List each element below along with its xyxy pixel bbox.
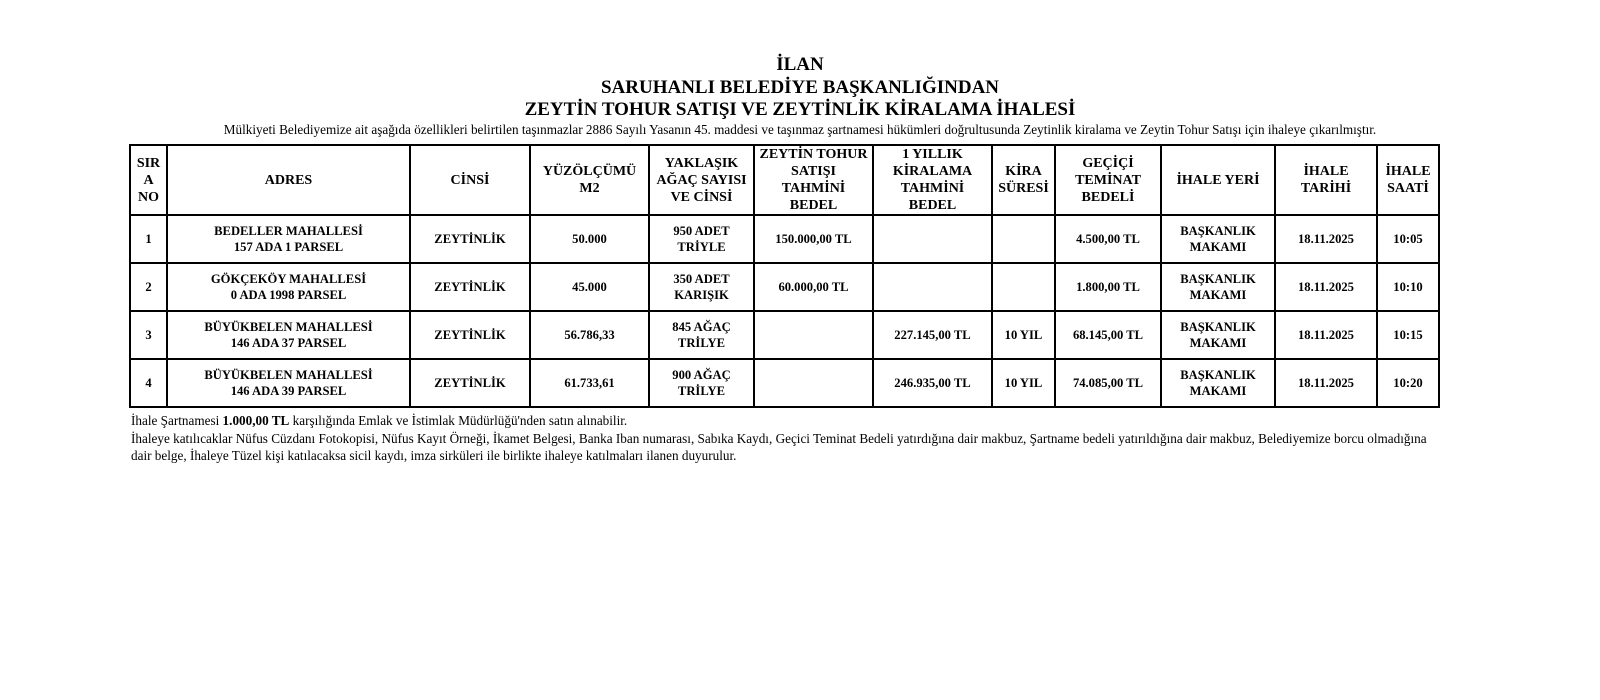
cell-cinsi: ZEYTİNLİK [410,359,530,407]
cell-gecici-teminat: 4.500,00 TL [1055,215,1161,263]
header-label: YÜZÖLÇÜMÜ [542,164,637,179]
cell-ihale-saati: 10:05 [1377,215,1439,263]
header-col-ihale-saati [1377,145,1439,215]
cell-ihale-yeri [1161,311,1275,359]
header-label: AĞAÇ SAYISI [656,172,747,188]
header-label: SÜRESİ [998,181,1049,196]
header-col-kira-suresi [992,145,1055,215]
header-label: TEMİNAT [1075,172,1141,188]
cell-gecici-teminat: 74.085,00 TL [1055,359,1161,407]
cell-agac-sayisi [649,215,754,263]
cell-tohur-satis-bedel: 150.000,00 TL [754,215,873,263]
notice-issuer: SARUHANLI BELEDİYE BAŞKANLIĞINDAN [600,77,1000,98]
cell-gecici-teminat: 1.800,00 TL [1055,263,1161,311]
header-col-gecici-teminat [1055,145,1161,215]
cell-tohur-satis-bedel [754,311,873,359]
header-label: KİRALAMA [892,164,973,179]
cell-text: MAKAMI [1189,336,1247,350]
header-label: ZEYTİN TOHUR [759,147,868,162]
cell-text: 157 ADA 1 PARSEL [233,240,344,254]
cell-text: BEDELLER MAHALLESİ [214,224,363,238]
cell-kira-suresi [992,263,1055,311]
cell-sira-no: 2 [130,263,167,311]
header-col-agac-sayisi [649,145,754,215]
header-label: CİNSİ [450,172,490,188]
cell-agac-sayisi [649,311,754,359]
spec-note-prefix: İhale Şartnamesi [131,413,223,428]
header-label: SAATİ [1387,181,1429,196]
cell-agac-sayisi [649,263,754,311]
cell-ihale-tarihi: 18.11.2025 [1275,215,1377,263]
cell-kira-suresi: 10 YIL [992,359,1055,407]
notice-title: İLAN [776,54,824,75]
header-label: KİRA [1005,164,1042,179]
cell-text: MAKAMI [1189,240,1247,254]
requirements-note: İhaleye katılıcaklar Nüfus Cüzdanı Fotokopisi, Nüfus Kayıt Örneği, İkamet Belgesi, Banka Iban numarası, Sabıka Kaydı, Geçici Teminat Bedeli yatırdığına dair makbuz, Şartname bedeli yatırıldığına dair makbuz, Belediyemize borcu olmadığına dair belge, İhaleye Tüzel kişi katılacaksa sicil kaydı, imza sirküleri ile birlikte ihaleye katılmaları ilanen duyurulur. [131,430,1427,463]
cell-sira-no: 3 [130,311,167,359]
header-label: A [143,172,154,188]
header-label: TAHMİNİ BEDEL [900,181,965,213]
cell-text: BAŞKANLIK [1180,224,1256,238]
cell-text: BÜYÜKBELEN MAHALLESİ [204,320,373,334]
cell-agac-sayisi [649,359,754,407]
cell-yuzolcumu: 45.000 [530,263,649,311]
cell-text: TRİYLE [677,240,726,254]
cell-yuzolcumu: 61.733,61 [530,359,649,407]
header-label: SATIŞI [791,164,836,179]
table-body [130,215,1439,407]
header-col-cinsi [410,145,530,215]
cell-ihale-tarihi: 18.11.2025 [1275,311,1377,359]
cell-tohur-satis-bedel: 60.000,00 TL [754,263,873,311]
cell-ihale-tarihi: 18.11.2025 [1275,263,1377,311]
cell-ihale-yeri [1161,359,1275,407]
spec-note-suffix: karşılığında Emlak ve İstimlak Müdürlüğü'nden satın alınabilir. [289,413,628,428]
header-label: SIR [136,155,161,171]
header-label: İHALE [1303,164,1349,179]
cell-text: 350 ADET [673,272,730,286]
header-label: BEDELİ [1081,189,1135,205]
cell-ihale-tarihi: 18.11.2025 [1275,359,1377,407]
cell-kiralama-bedel: 227.145,00 TL [873,311,992,359]
cell-text: KARIŞIK [674,288,729,302]
cell-text: MAKAMI [1189,384,1247,398]
cell-text: BAŞKANLIK [1180,368,1256,382]
cell-cinsi: ZEYTİNLİK [410,215,530,263]
cell-ihale-yeri [1161,215,1275,263]
header-label: YAKLAŞIK [664,155,739,171]
tender-table [129,144,1440,408]
cell-kira-suresi [992,215,1055,263]
cell-kiralama-bedel [873,263,992,311]
notes [131,412,1441,465]
cell-adres [167,263,410,311]
cell-sira-no: 4 [130,359,167,407]
spec-note [131,412,1441,430]
cell-adres [167,311,410,359]
table-header-row [130,145,1439,215]
cell-text: TRİLYE [677,384,726,398]
header-label: NO [138,189,159,205]
header-label: 1 YILLIK [902,147,963,162]
header-col-ihale-tarihi [1275,145,1377,215]
cell-text: TRİLYE [677,336,726,350]
cell-text: 950 ADET [673,224,730,238]
table-row [130,263,1439,311]
cell-adres [167,359,410,407]
header-col-yuzolcumu [530,145,649,215]
header-label: ADRES [264,172,313,188]
header-col-ihale-yeri [1161,145,1275,215]
header-col-tohur-satis-bedel [754,145,873,215]
header-label: İHALE YERİ [1176,172,1260,188]
cell-kiralama-bedel: 246.935,00 TL [873,359,992,407]
header-label: TARİHİ [1300,181,1352,196]
header-col-sira-no [130,145,167,215]
header-label: M2 [579,181,600,196]
spec-price: 1.000,00 TL [222,413,290,428]
cell-text: 146 ADA 39 PARSEL [230,384,347,398]
cell-text: 845 AĞAÇ [672,320,731,334]
cell-sira-no: 1 [130,215,167,263]
cell-adres [167,215,410,263]
intro-paragraph: Mülkiyeti Belediyemize ait aşağıda özellikleri belirtilen taşınmazlar 2886 Sayılı Yasanın 45. maddesi ve taşınmaz şartnamesi hükümleri doğrultusunda Zeytinlik kiralama ve Zeytin Tohur Satışı için ihaleye çıkarılmıştır. [223,122,1377,137]
notice-heading: ZEYTİN TOHUR SATIŞI VE ZEYTİNLİK KİRALAMA İHALESİ [524,99,1076,120]
header-label: GEÇİÇİ [1082,155,1134,171]
header-label: TAHMİNİ [781,181,846,196]
header-col-kiralama-bedel [873,145,992,215]
cell-yuzolcumu: 56.786,33 [530,311,649,359]
cell-text: 0 ADA 1998 PARSEL [230,288,347,302]
cell-text: 900 AĞAÇ [672,368,731,382]
table-row [130,359,1439,407]
cell-kira-suresi: 10 YIL [992,311,1055,359]
cell-cinsi: ZEYTİNLİK [410,311,530,359]
header-label: BEDEL [789,198,838,213]
cell-text: BAŞKANLIK [1180,320,1256,334]
header-label: İHALE [1385,164,1431,179]
cell-ihale-yeri [1161,263,1275,311]
cell-ihale-saati: 10:15 [1377,311,1439,359]
cell-gecici-teminat: 68.145,00 TL [1055,311,1161,359]
cell-text: 146 ADA 37 PARSEL [230,336,347,350]
cell-text: BAŞKANLIK [1180,272,1256,286]
cell-ihale-saati: 10:10 [1377,263,1439,311]
cell-tohur-satis-bedel [754,359,873,407]
cell-kiralama-bedel [873,215,992,263]
cell-text: GÖKÇEKÖY MAHALLESİ [210,272,367,286]
cell-yuzolcumu: 50.000 [530,215,649,263]
cell-text: MAKAMI [1189,288,1247,302]
header-col-adres [167,145,410,215]
cell-ihale-saati: 10:20 [1377,359,1439,407]
header-label: VE CİNSİ [670,189,733,205]
table-row [130,215,1439,263]
cell-text: BÜYÜKBELEN MAHALLESİ [204,368,373,382]
table-row [130,311,1439,359]
cell-cinsi: ZEYTİNLİK [410,263,530,311]
